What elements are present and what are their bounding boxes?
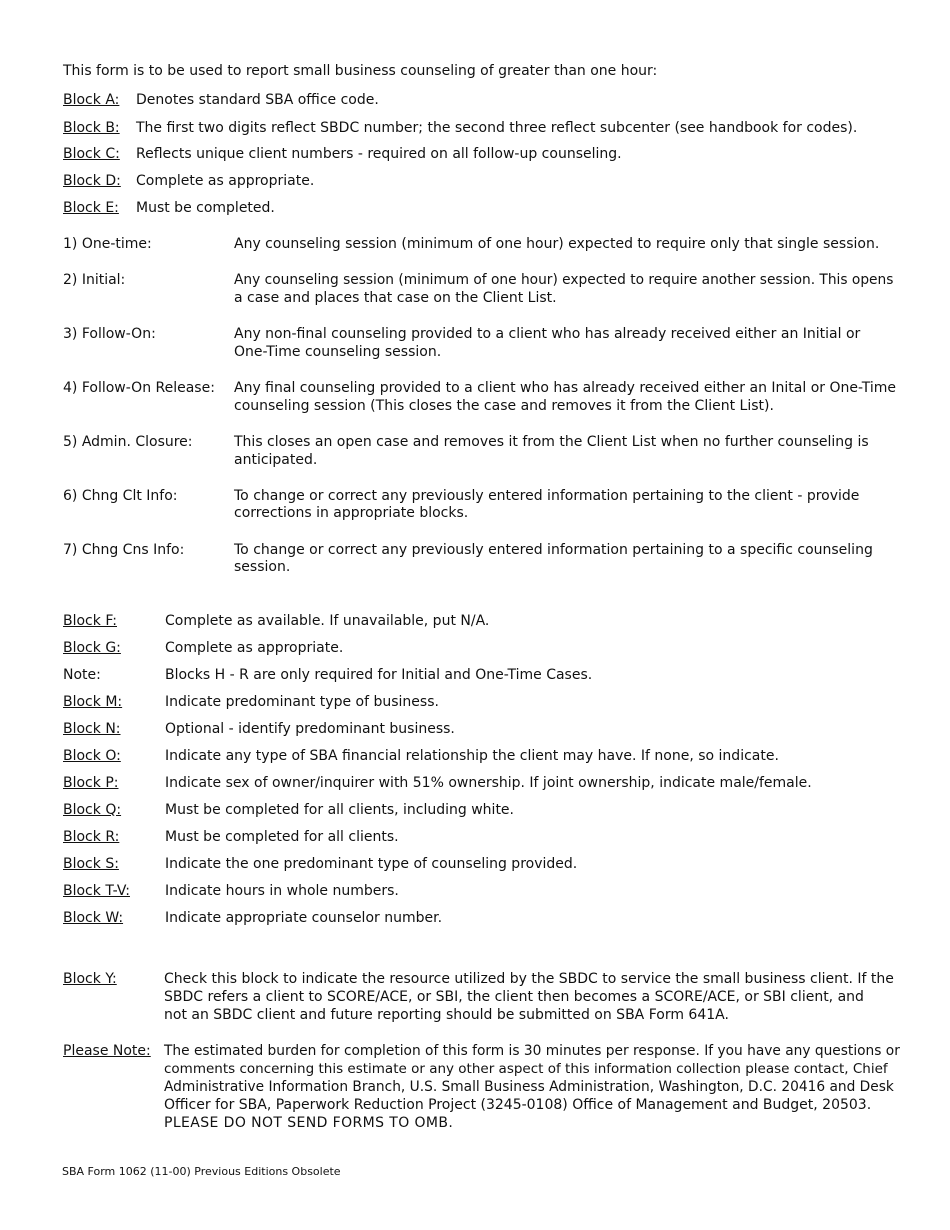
please-note-text-2: comments concerning this estimate or any other aspect of this information collection please contact, Chief: [164, 1061, 888, 1077]
block-y-text-3: not an SBDC client and future reporting should be submitted on SBA Form 641A.: [164, 1007, 729, 1023]
block-c-label: Block C:: [63, 146, 120, 162]
block-w-text: Indicate appropriate counselor number.: [165, 910, 443, 926]
type-chng-clt-info-text-1: To change or correct any previously entered information pertaining to the client - provide: [234, 488, 860, 504]
block-a-label: Block A:: [63, 92, 120, 108]
block-t-v-label: Block T-V:: [63, 883, 130, 899]
block-g-label: Block G:: [63, 640, 121, 656]
block-b-text: The first two digits reflect SBDC number; the second three reflect subcenter (see handbook for codes).: [136, 120, 858, 136]
block-y-label: Block Y:: [63, 971, 117, 987]
type-follow-on-text-1: Any non-final counseling provided to a client who has already received either an Initial or: [234, 326, 861, 342]
type-initial-label: 2) Initial:: [63, 272, 126, 288]
intro-text: This form is to be used to report small business counseling of greater than one hour:: [63, 63, 658, 79]
block-o-text: Indicate any type of SBA financial relationship the client may have. If none, so indicate.: [165, 748, 779, 764]
type-follow-on-release-label: 4) Follow-On Release:: [63, 380, 215, 396]
please-note-label: Please Note:: [63, 1043, 151, 1059]
block-d-label: Block D:: [63, 173, 121, 189]
type-follow-on-release-text-1: Any final counseling provided to a client who has already received either an Inital or One-Time: [234, 380, 897, 396]
type-chng-cns-info-label: 7) Chng Cns Info:: [63, 542, 185, 558]
block-m-label: Block M:: [63, 694, 123, 710]
block-m-text: Indicate predominant type of business.: [165, 694, 439, 710]
type-follow-on-text-2: One-Time counseling session.: [234, 344, 442, 360]
type-initial-text-2: a case and places that case on the Client List.: [234, 290, 557, 306]
type-follow-on-label: 3) Follow-On:: [63, 326, 156, 342]
type-initial-text-1: Any counseling session (minimum of one hour) expected to require another session. This opens: [234, 272, 894, 288]
type-admin-closure-text-2: anticipated.: [234, 452, 318, 468]
block-r-label: Block R:: [63, 829, 120, 845]
block-q-text: Must be completed for all clients, including white.: [165, 802, 514, 818]
block-e-text: Must be completed.: [136, 200, 275, 216]
block-d-text: Complete as appropriate.: [136, 173, 315, 189]
block-p-label: Block P:: [63, 775, 119, 791]
block-f-label: Block F:: [63, 613, 117, 629]
block-a-text: Denotes standard SBA office code.: [136, 92, 379, 108]
block-r-text: Must be completed for all clients.: [165, 829, 399, 845]
form-footer: SBA Form 1062 (11-00) Previous Editions Obsolete: [62, 1165, 341, 1178]
note-text: Blocks H - R are only required for Initial and One-Time Cases.: [165, 667, 593, 683]
please-note-caps-line: PLEASE DO NOT SEND FORMS TO OMB.: [164, 1115, 454, 1131]
type-one-time-label: 1) One-time:: [63, 236, 152, 252]
block-b-label: Block B:: [63, 120, 120, 136]
block-o-label: Block O:: [63, 748, 121, 764]
type-chng-clt-info-label: 6) Chng Clt Info:: [63, 488, 178, 504]
please-note-text-3: Administrative Information Branch, U.S. Small Business Administration, Washington, D.C. 20416 and Desk: [164, 1079, 894, 1095]
type-admin-closure-text-1: This closes an open case and removes it from the Client List when no further counseling is: [234, 434, 869, 450]
note-label: Note:: [63, 667, 101, 683]
block-t-v-text: Indicate hours in whole numbers.: [165, 883, 399, 899]
type-one-time-text: Any counseling session (minimum of one hour) expected to require only that single session.: [234, 236, 880, 252]
type-chng-clt-info-text-2: corrections in appropriate blocks.: [234, 505, 469, 521]
block-p-text: Indicate sex of owner/inquirer with 51% ownership. If joint ownership, indicate male/female.: [165, 775, 812, 791]
block-n-label: Block N:: [63, 721, 121, 737]
type-admin-closure-label: 5) Admin. Closure:: [63, 434, 193, 450]
block-f-text: Complete as available. If unavailable, put N/A.: [165, 613, 490, 629]
block-y-text-1: Check this block to indicate the resource utilized by the SBDC to service the small business client. If the: [164, 971, 894, 987]
block-y-text-2: SBDC refers a client to SCORE/ACE, or SBI, the client then becomes a SCORE/ACE, or SBI client, and: [164, 989, 864, 1005]
type-follow-on-release-text-2: counseling session (This closes the case and removes it from the Client List).: [234, 398, 774, 414]
block-s-label: Block S:: [63, 856, 119, 872]
block-q-label: Block Q:: [63, 802, 122, 818]
block-n-text: Optional - identify predominant business.: [165, 721, 455, 737]
type-chng-cns-info-text-2: session.: [234, 559, 291, 575]
please-note-text-4: Officer for SBA, Paperwork Reduction Project (3245-0108) Office of Management and Budget, 20503.: [164, 1097, 872, 1113]
type-chng-cns-info-text-1: To change or correct any previously entered information pertaining to a specific counseling: [234, 542, 873, 558]
block-g-text: Complete as appropriate.: [165, 640, 344, 656]
block-w-label: Block W:: [63, 910, 124, 926]
please-note-text-1: The estimated burden for completion of this form is 30 minutes per response. If you have any questions or: [164, 1043, 900, 1059]
block-e-label: Block E:: [63, 200, 119, 216]
block-s-text: Indicate the one predominant type of counseling provided.: [165, 856, 578, 872]
block-c-text: Reflects unique client numbers - required on all follow-up counseling.: [136, 146, 622, 162]
